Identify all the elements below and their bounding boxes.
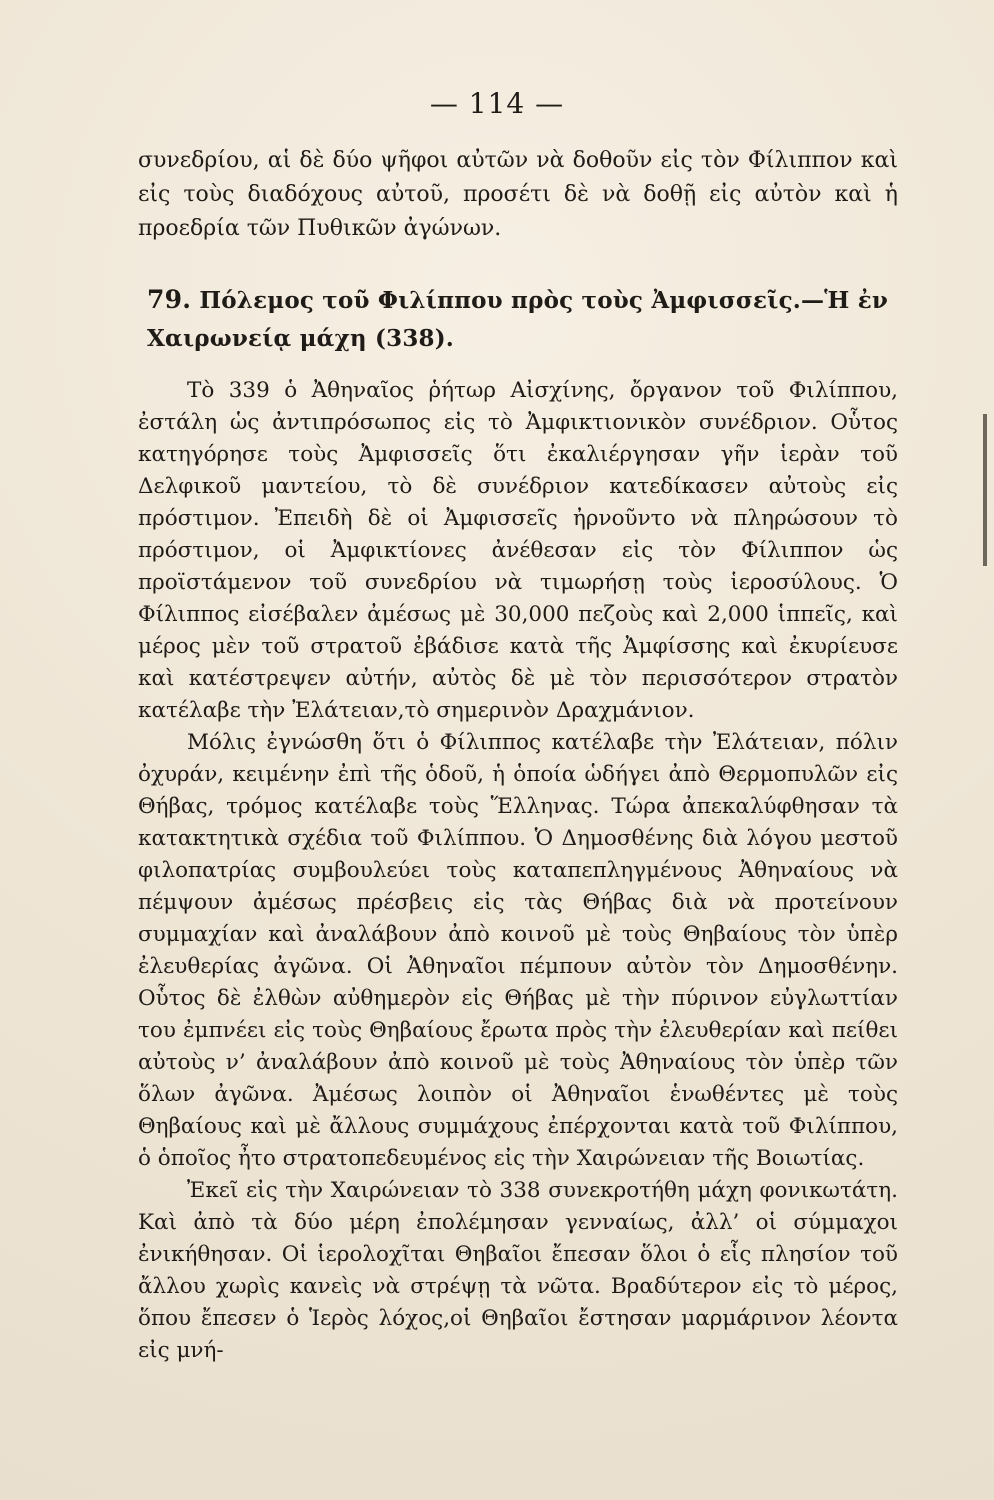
page-number: — 114 — [429, 87, 565, 120]
paragraph-1: Τὸ 339 ὁ Ἀθηναῖος ῥήτωρ Αἰσχίνης, ὄργανον τοῦ Φιλίππου, ἐστάλη ὡς ἀντιπρόσωπος εἰς τὸ Ἀμφικτιονικὸν συνέδριον. Οὗτος κατηγόρησε τοὺς Ἀμφισσεῖς ὅτι ἐκαλιέργησαν γῆν ἱερὰν τοῦ Δελφικοῦ μαντείου, τὸ δὲ συνέδριον κατεδίκασεν αὐτοὺς εἰς πρόστιμον. Ἐπειδὴ δὲ οἱ Ἀμφισσεῖς ἠρνοῦντο νὰ πληρώσουν τὸ πρόστιμον, οἱ Ἀμφικτίονες ἀνέθεσαν εἰς τὸν Φίλιππον ὡς προϊστάμενον τοῦ συνεδρίου νὰ τιμωρήσῃ τοὺς ἱεροσύλους. Ὁ Φίλιππος εἰσέβαλεν ἀμέσως μὲ 30,000 πεζοὺς καὶ 2,000 ἱππεῖς, καὶ μέρος μὲν τοῦ στρατοῦ ἐβάδισε κατὰ τῆς Ἀμφίσσης καὶ ἐκυρίευσε καὶ κατέστρεψεν αὐτήν, αὐτὸς δὲ μὲ τὸν περισσότερον στρατὸν κατέλαβε τὴν Ἐλάτειαν,τὸ σημερινὸν Δραχμάνιον. [138, 378, 898, 723]
paragraph-2: Μόλις ἐγνώσθη ὅτι ὁ Φίλιππος κατέλαβε τὴν Ἐλάτειαν, πόλιν ὀχυράν, κειμένην ἐπὶ τῆς ὁδοῦ, ἡ ὁποία ὡδήγει ἀπὸ Θερμοπυλῶν εἰς Θήβας, τρόμος κατέλαβε τοὺς Ἕλληνας. Τώρα ἀπεκαλύφθησαν τὰ κατακτητικὰ σχέδια τοῦ Φιλίππου. Ὁ Δημοσθένης διὰ λόγου μεστοῦ φιλοπατρίας συμβουλεύει τοὺς καταπεπληγμένους Ἀθηναίους νὰ πέμψουν ἀμέσως πρέσβεις εἰς τὰς Θήβας διὰ νὰ προτείνουν συμμαχίαν καὶ ἀναλάβουν ἀπὸ κοινοῦ μὲ τοὺς Θηβαίους τὸν ὑπὲρ ἐλευθερίας ἀγῶνα. Οἱ Ἀθηναῖοι πέμπουν αὐτὸν τὸν Δημοσθένην. Οὗτος δὲ ἐλθὼν αὐθημερὸν εἰς Θήβας μὲ τὴν πύρινον εὐγλωττίαν του ἐμπνέει εἰς τοὺς Θηβαίους ἔρωτα πρὸς τὴν ἐλευθερίαν καὶ πείθει αὐτοὺς ν’ ἀναλάβουν ἀπὸ κοινοῦ μὲ τοὺς Ἀθηναίους τὸν ὑπὲρ τῶν ὅλων ἀγῶνα. Ἀμέσως λοιπὸν οἱ Ἀθηναῖοι ἑνωθέντες μὲ τοὺς Θηβαίους καὶ μὲ ἄλλους συμμάχους ἐπέρχονται κατὰ τοῦ Φιλίππου, ὁ ὁποῖος ἦτο στρατοπεδευμένος εἰς τὴν Χαιρώνειαν τῆς Βοιωτίας. [138, 730, 898, 1171]
intro-paragraph: συνεδρίου, αἱ δὲ δύο ψῆφοι αὐτῶν νὰ δοθοῦν εἰς τὸν Φίλιππον καὶ εἰς τοὺς διαδόχους αὐτοῦ, προσέτι δὲ νὰ δοθῇ εἰς αὐτὸν καὶ ἡ προεδρία τῶν Πυθικῶν ἀγώνων. [138, 148, 898, 241]
section-heading [147, 281, 897, 358]
section-title: Πόλεμος τοῦ Φιλίππου πρὸς τοὺς Ἀμφισσεῖς.—Ἡ ἐν Χαιρωνείᾳ μάχη (338). [147, 287, 889, 352]
page-edge-mark [983, 414, 987, 566]
section-number: 79. [147, 285, 192, 314]
body-text [138, 375, 898, 1367]
paragraph-3: Ἐκεῖ εἰς τὴν Χαιρώνειαν τὸ 338 συνεκροτήθη μάχη φονικωτάτη. Καὶ ἀπὸ τὰ δύο μέρη ἐπολέμησαν γενναίως, ἀλλ’ οἱ σύμμαχοι ἐνικήθησαν. Οἱ ἱερολοχῖται Θηβαῖοι ἔπεσαν ὅλοι ὁ εἷς πλησίον τοῦ ἄλλου χωρὶς κανεὶς νὰ στρέψῃ τὰ νῶτα. Βραδύτερον εἰς τὸ μέρος, ὅπου ἔπεσεν ὁ Ἱερὸς λόχος,οἱ Θηβαῖοι ἔστησαν μαρμάρινον λέοντα εἰς μνή- [138, 1178, 898, 1363]
